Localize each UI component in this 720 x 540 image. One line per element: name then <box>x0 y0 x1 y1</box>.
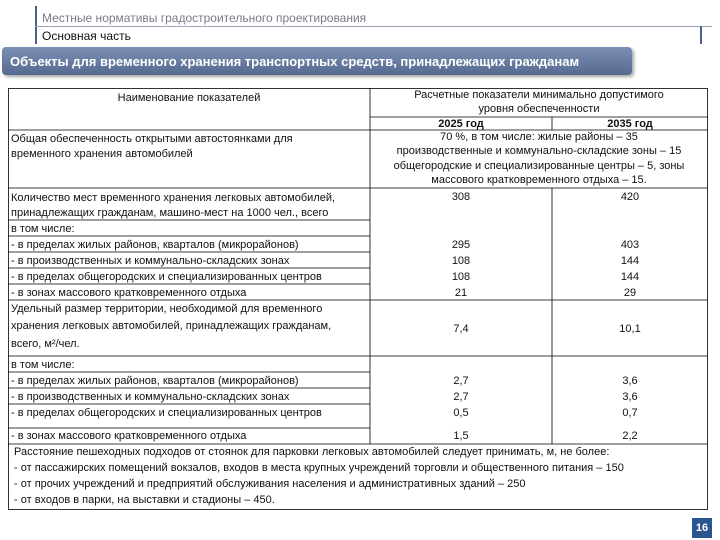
row-parking-share-label-2: временного хранения автомобилей <box>11 148 193 160</box>
places-recreation-2035: 29 <box>623 287 637 299</box>
walking-distance-services: - от прочих учреждений и предприятий обслуживания населения и административных зданий – 250 <box>14 478 526 490</box>
places-including-label: в том числе: <box>11 223 75 235</box>
row-parking-share-label-1: Общая обеспеченность открытыми автостоянками для <box>11 133 293 145</box>
places-centers-2025: 108 <box>451 271 471 283</box>
row-places-2035: 420 <box>620 191 640 203</box>
row-places-label-2: принадлежащих гражданам, машино-мест на 1000 чел., всего <box>11 207 329 219</box>
area-residential-2035: 3,6 <box>622 375 638 387</box>
row-area-label-2: хранения легковых автомобилей, принадлежащих гражданам, <box>11 320 332 332</box>
norms-table <box>8 88 708 510</box>
column-header-values-2: уровня обеспеченности <box>478 103 600 115</box>
area-residential-2025: 2,7 <box>453 375 469 387</box>
area-centers-2035: 0,7 <box>622 407 638 419</box>
header-rule <box>35 26 712 27</box>
row-area-2035: 10,1 <box>619 323 641 335</box>
area-recreation-2025: 1,5 <box>453 430 469 442</box>
area-residential-label: - в пределах жилых районов, кварталов (микрорайонов) <box>11 375 299 387</box>
column-header-values-1: Расчетные показатели минимально допустимого <box>414 89 664 101</box>
places-residential-2025: 295 <box>451 239 471 251</box>
area-recreation-label: - в зонах массового кратковременного отдыха <box>11 430 247 442</box>
area-including-label: в том числе: <box>11 359 75 371</box>
column-header-name: Наименование показателей <box>117 92 261 104</box>
row-parking-share-value-1: 70 %, в том числе: жилые районы – 35 <box>440 131 638 143</box>
walking-distance-parks: - от входов в парки, на выставки и стадионы – 450. <box>14 494 275 506</box>
row-parking-share-value-3: общегородские и специализированные центры – 5, зоны <box>393 160 685 172</box>
slide-title-banner <box>2 47 632 75</box>
places-residential-2035: 403 <box>620 239 640 251</box>
area-industrial-2035: 3,6 <box>622 391 638 403</box>
row-parking-share-value-2: производственные и коммунально-складские зоны – 15 <box>396 145 682 157</box>
places-industrial-label: - в производственных и коммунально-складских зонах <box>11 255 290 267</box>
places-recreation-2025: 21 <box>454 287 468 299</box>
header-accent-bar <box>35 6 37 44</box>
walking-distance-heading: Расстояние пешеходных подходов от стоянок для парковки легковых автомобилей следует принимать, м, не более: <box>14 446 610 458</box>
row-area-label-3: всего, м²/чел. <box>11 338 80 350</box>
area-centers-label: - в пределах общегородских и специализированных центров <box>11 407 322 419</box>
row-area-2025: 7,4 <box>453 323 469 335</box>
walking-distance-stations: - от пассажирских помещений вокзалов, входов в места крупных учреждений торговли и общественного питания – 150 <box>14 462 624 474</box>
header-right-accent <box>700 26 702 44</box>
area-centers-2025: 0,5 <box>453 407 469 419</box>
places-industrial-2035: 144 <box>620 255 640 267</box>
places-residential-label: - в пределах жилых районов, кварталов (микрорайонов) <box>11 239 299 251</box>
places-centers-2035: 144 <box>620 271 640 283</box>
row-places-2025: 308 <box>451 191 471 203</box>
document-title: Местные нормативы градостроительного проектирования <box>42 11 367 25</box>
row-area-label-1: Удельный размер территории, необходимой для временного <box>11 303 323 315</box>
slide-title: Объекты для временного хранения транспортных средств, принадлежащих гражданам <box>10 54 580 69</box>
page-number: 16 <box>692 518 712 538</box>
places-centers-label: - в пределах общегородских и специализированных центров <box>11 271 322 283</box>
area-recreation-2035: 2,2 <box>622 430 638 442</box>
row-places-label-1: Количество мест временного хранения легковых автомобилей, <box>11 192 336 204</box>
area-industrial-label: - в производственных и коммунально-складских зонах <box>11 391 290 403</box>
year-2025-header: 2025 год <box>438 118 484 130</box>
places-industrial-2025: 108 <box>451 255 471 267</box>
places-recreation-label: - в зонах массового кратковременного отдыха <box>11 287 247 299</box>
area-industrial-2025: 2,7 <box>453 391 469 403</box>
section-title: Основная часть <box>42 29 131 43</box>
year-2035-header: 2035 год <box>607 118 653 130</box>
row-parking-share-value-4: массового кратковременного отдыха – 15. <box>431 174 647 186</box>
